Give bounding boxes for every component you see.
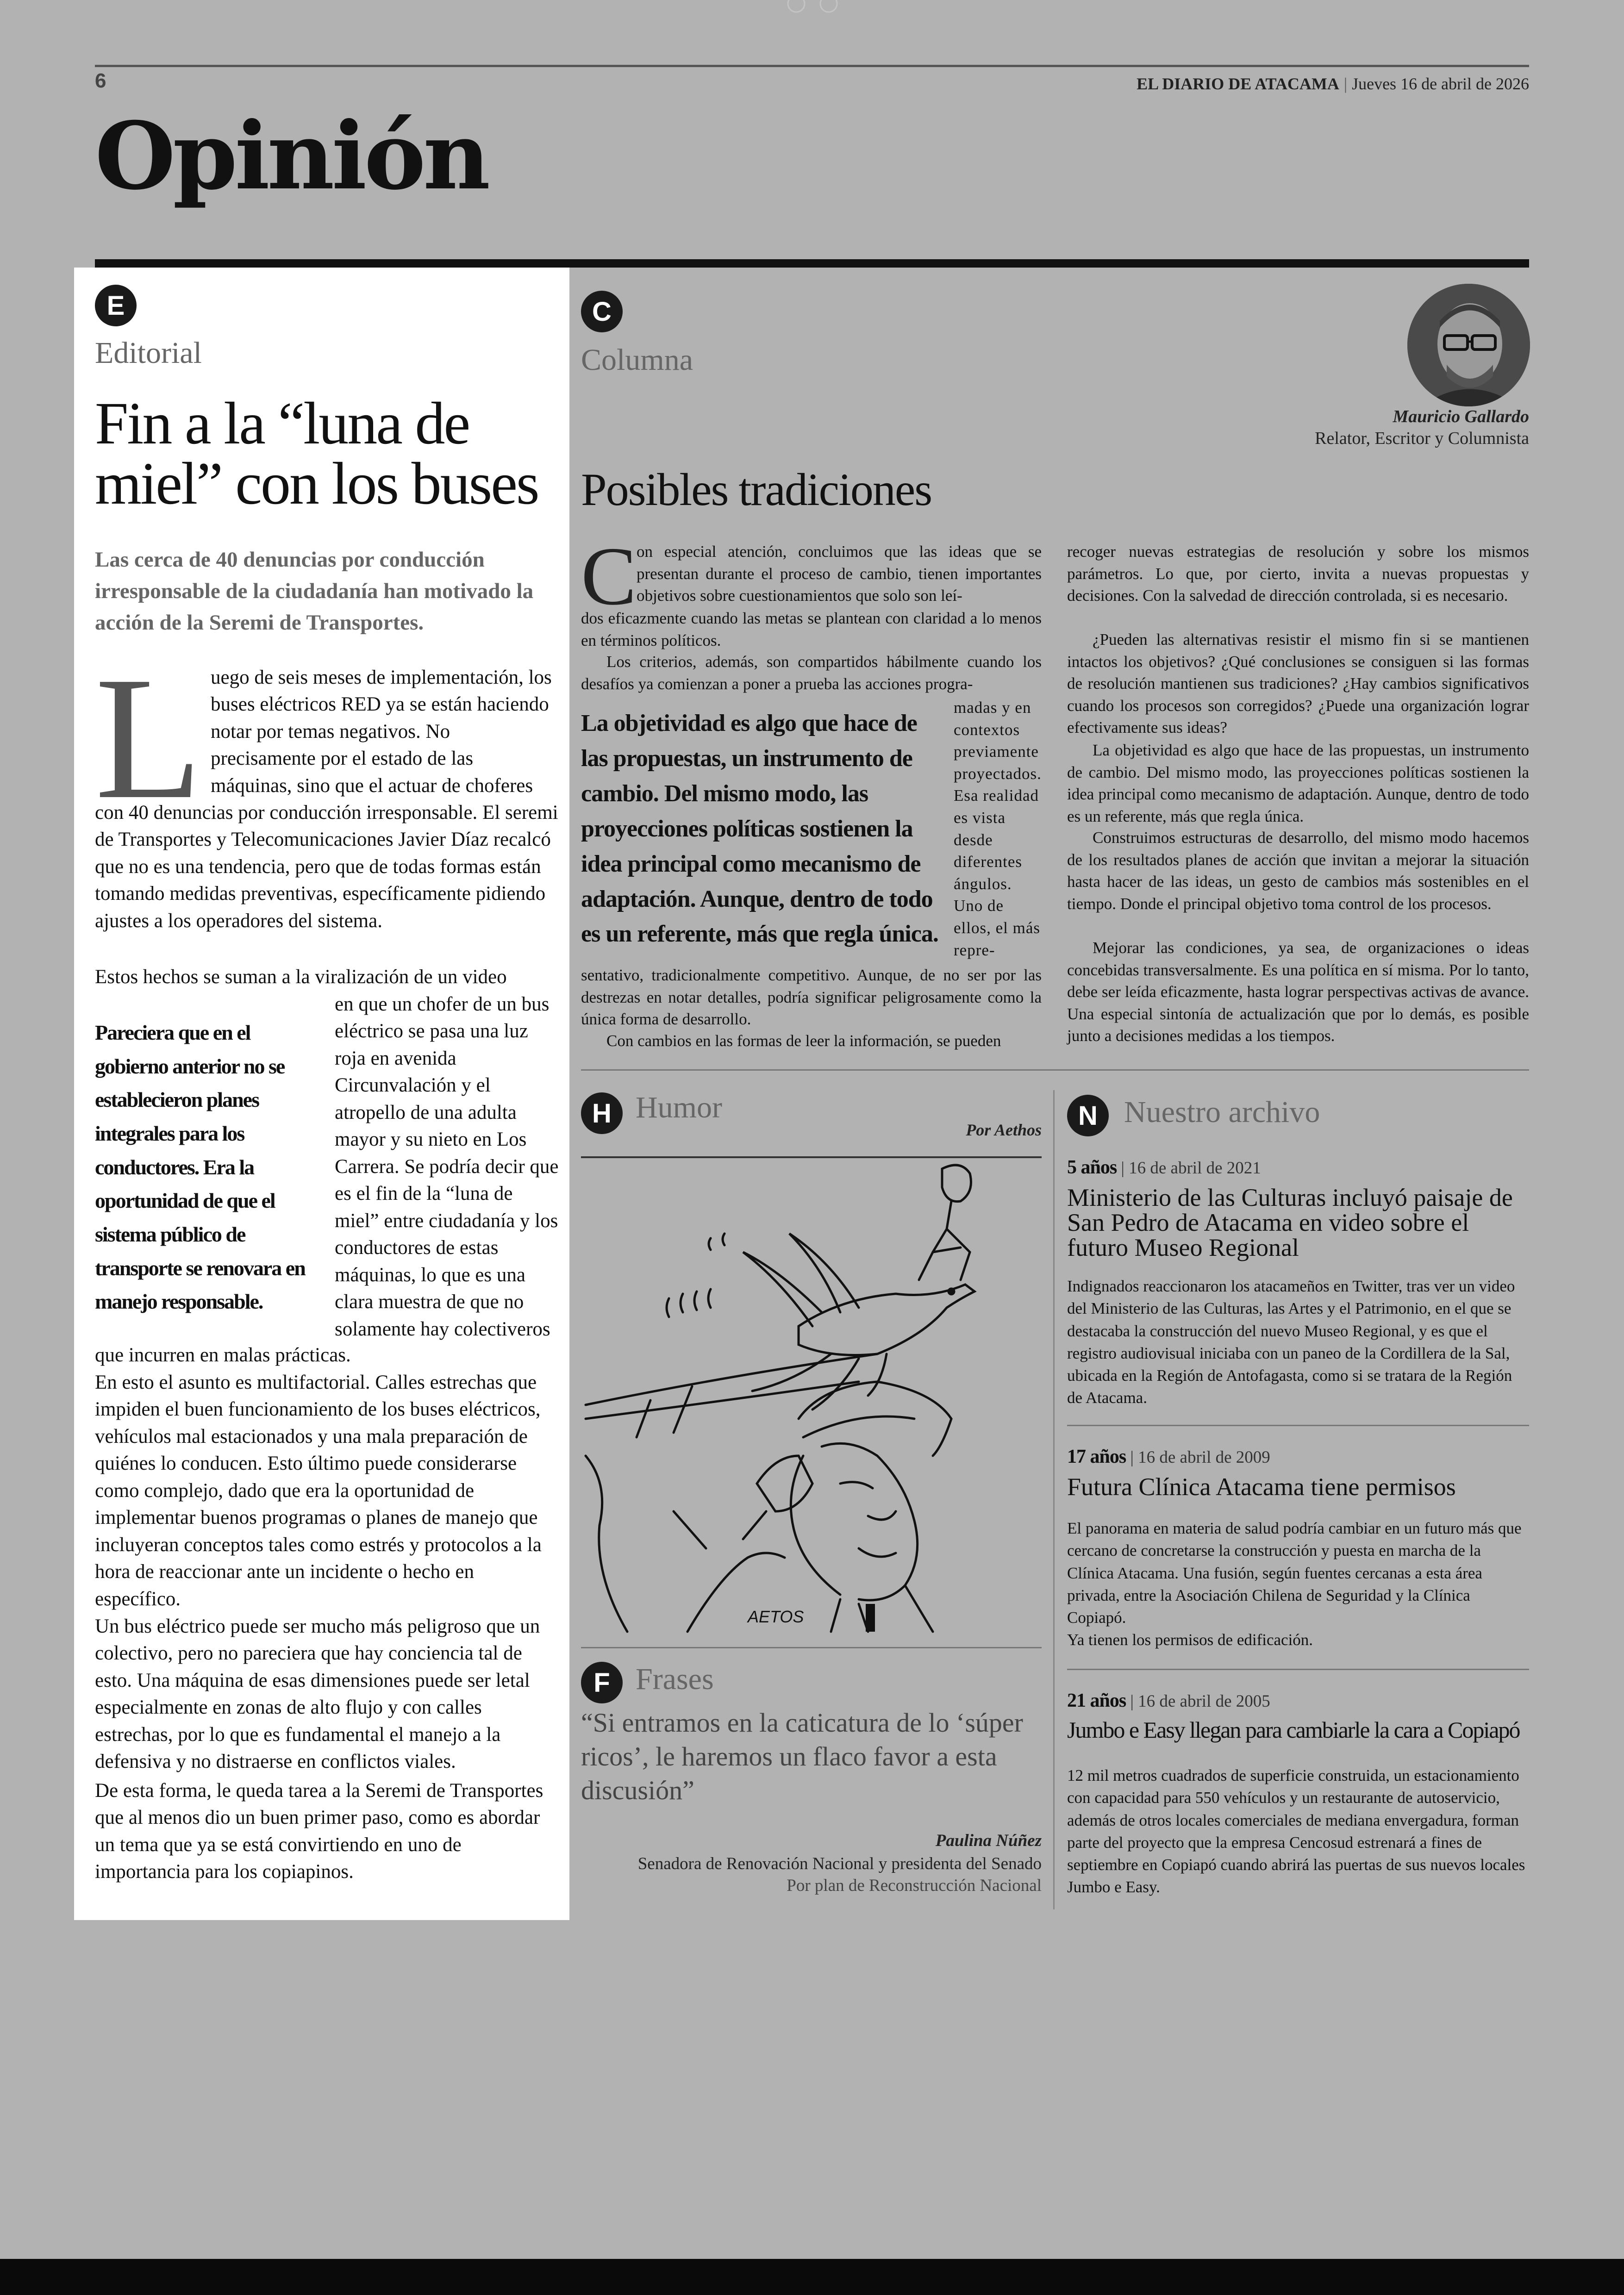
archive-divider (1067, 1669, 1529, 1670)
archive-item-meta: 21 años | 16 de abril de 2005 (1067, 1690, 1270, 1711)
editorial-pull-quote: Pareciera que en el gobierno anterior no se establecieron planes integrales para los conductores. Era la oportunidad de que el sistema público de transporte se renovara en manejo responsable. (95, 1021, 305, 1314)
column-paragraph: ¿Pueden las alternativas resistir el mismo fin si se mantienen intactos los objetivos? ¿Qué conclusiones se consiguen si las formas de resolución mantienen sus tradiciones? ¿Hay cambios significativos cuando los procesos son corregidos? ¿Puede una organización lograr efectivamente sus ideas? (1067, 630, 1529, 737)
editorial-paragraph: Estos hechos se suman a la viralización de un video (95, 966, 507, 988)
frases-badge: F (581, 1662, 623, 1703)
archive-item-meta: 17 años | 16 de abril de 2009 (1067, 1446, 1270, 1467)
editorial-paragraph: Un bus eléctrico puede ser mucho más peligroso que un colectivo, pero no pareciera que hay conciencia tal de esto. Una máquina de esas dimensiones puede ser letal especialmente en zonas de alto flujo y con calles estrechas, por lo que es fundamental el manejo a la defensiva y no distraerse en conflictos viales. (95, 1615, 540, 1773)
editorial-paragraph: con 40 denuncias por conducción irresponsable. El seremi de Transportes y Telecomunicaciones Javier Díaz recalcó que no es una tendencia, pero que de todas formas están tomando medidas preventivas, específicamente pidiendo ajustes a los operadores del sistema. (95, 802, 558, 932)
cartoon-signature: AETOS (748, 1607, 804, 1626)
editorial-drop-cap: L (95, 641, 203, 836)
vertical-divider (1053, 1090, 1055, 1909)
humor-badge: H (581, 1092, 623, 1134)
column-paragraph: Con cambios en las formas de leer la información, se pueden (606, 1032, 1001, 1050)
archive-body (1067, 1517, 1529, 1652)
frases-quote: “Si entramos en la caticatura de lo ‘súper ricos’, le haremos un flaco favor a esta discusión” (581, 1708, 1023, 1806)
archive-badge: N (1067, 1095, 1109, 1136)
column-headline: Posibles tradiciones (581, 464, 932, 515)
frases-author-role: Senadora de Renovación Nacional y presidenta del Senado (637, 1854, 1042, 1873)
column-drop-cap: C (581, 530, 637, 622)
archive-body: 12 mil metros cuadrados de superficie construida, un estacionamiento con capacidad para 550 vehículos y un restaurante de autoservicio, además de otros locales comerciales de mediana envergadura, forman parte del proyecto que la empresa Cencosud estrenará a fines de septiembre en Copiapó cuando abrirá las puertas de sus nuevos locales Jumbo e Easy. (1067, 1766, 1525, 1896)
humor-kicker: Humor (636, 1091, 722, 1124)
column-kicker: Columna (581, 343, 693, 377)
archive-divider (1067, 1425, 1529, 1426)
archive-body: Indignados reaccionaron los atacameños en Twitter, tras ver un video del Ministerio de las Culturas, las Artes y el Patrimonio, en el que se destacaba la construcción del nuevo Museo Regional, y es que el registro audiovisual iniciaba con un paneo de la Cordillera de la Sal, ubicada en la Región de Antofagasta, como si se tratara de la Región de Atacama. (1067, 1277, 1515, 1407)
editorial-paragraph: En esto el asunto es multifactorial. Calles estrechas que impiden el buen funcionamiento de los buses eléctricos, vehículos mal estacionados y una mala preparación de quiénes lo conducen. Esto último puede considerarse como complejo, dado que era la oportunidad de implementar buenos programas o planes de manejo que incluyeran conceptos tales como estrés y protocolos a la hora de reaccionar ante un incidente o hecho en específico. (95, 1372, 542, 1610)
editorial-paragraph: que incurren en malas prácticas. (95, 1344, 351, 1366)
editorial-badge: E (95, 285, 137, 326)
column-paragraph: recoger nuevas estrategias de resolución y sobre los mismos parámetros. Lo que, por cierto, invita a nuevas propuestas y decisiones. Con la salvedad de dirección controlada, si es necesario. (1067, 543, 1529, 605)
editorial-headline: Fin a la “luna de miel” con los buses (95, 390, 538, 517)
column-paragraph: Los criterios, además, son compartidos hábilmente cuando los desafíos ya comienzan a poner a prueba las acciones progra- (581, 653, 1042, 693)
page-number: 6 (95, 69, 106, 92)
editorial-kicker: Editorial (95, 336, 202, 370)
archive-years: 17 años (1067, 1446, 1126, 1467)
humor-cartoon (581, 1160, 1042, 1634)
author-name: Mauricio Gallardo (1393, 407, 1529, 426)
archive-date: 16 de abril de 2005 (1138, 1692, 1270, 1711)
author-role: Relator, Escritor y Columnista (1315, 429, 1529, 448)
archive-date: 16 de abril de 2021 (1129, 1159, 1261, 1178)
archive-body-text: Ya tienen los permisos de edificación. (1067, 1631, 1313, 1649)
page-nav-arrows (782, 0, 843, 14)
column-divider (581, 1069, 1529, 1071)
section-title: Opinión (95, 102, 488, 211)
humor-rule (581, 1156, 1042, 1158)
archive-body-text: El panorama en materia de salud podría cambiar en un futuro más que cercano de concretarse la construcción y puesta en marcha de la Clínica Atacama. Una fusión, según fuentes cercanas a esta área privada, entre la Asociación Chilena de Seguridad y la Clínica Copiapó. (1067, 1519, 1522, 1627)
archive-date: 16 de abril de 2009 (1138, 1448, 1270, 1467)
frases-context: Por plan de Reconstrucción Nacional (787, 1876, 1042, 1895)
publication-line (1137, 74, 1529, 94)
column-paragraph: madas y en contextos previamente proyectados. Esa realidad es vista desde diferentes ángulos. Uno de ellos, el más repre- (954, 698, 1042, 959)
editorial-paragraph: en que un chofer de un bus eléctrico se pasa una luz roja en avenida Circunvalación y el atropello de una adulta mayor y su nieto en Los Carrera. Se podría decir que es el fin de la “luna de miel” entre ciudadanía y los conductores de estas máquinas, lo que es una clara muestra de que no solamente hay colectiveros (335, 993, 559, 1340)
column-paragraph: on especial atención, concluimos que las ideas que se presentan durante el proceso de cambio, tienen importantes objetivos sobre cuestionamientos que solo son leí- (637, 543, 1042, 605)
publication-date: Jueves 16 de abril de 2026 (1352, 75, 1529, 93)
column-paragraph: Construimos estructuras de desarrollo, del mismo modo hacemos de los resultados planes de acción que invitan a mejorar la situación hasta hacer de las ideas, un gesto de cambios más sostenibles en el tiempo. Donde el principal objetivo toma control de los procesos. (1067, 829, 1529, 913)
archive-years: 5 años (1067, 1157, 1117, 1178)
section-rule (95, 259, 1529, 268)
frases-kicker: Frases (636, 1662, 714, 1696)
archive-headline: Ministerio de las Culturas incluyó paisaje de San Pedro de Atacama en video sobre el futuro Museo Regional (1067, 1184, 1513, 1261)
top-rule (95, 65, 1529, 67)
publication-name: EL DIARIO DE ATACAMA (1137, 75, 1339, 93)
humor-credit: Por Aethos (966, 1121, 1042, 1139)
column-paragraph: sentativo, tradicionalmente competitivo. Aunque, de no ser por las destrezas en notar detalles, podría significar peligrosamente como la única forma de desarrollo. (581, 966, 1042, 1029)
archive-years: 21 años (1067, 1690, 1126, 1711)
author-photo (1407, 284, 1530, 406)
column-pull-quote: La objetividad es algo que hace de las propuestas, un instrumento de cambio. Del mismo modo, las proyecciones políticas sostienen la idea principal como mecanismo de adaptación. Aunque, dentro de todo es un referente, más que regla única. (581, 710, 938, 948)
column-paragraph: La objetividad es algo que hace de las propuestas, un instrumento de cambio. Del mismo modo, las proyecciones políticas sostienen la idea principal como mecanismo de adaptación. Aunque, dentro de todo es un referente, más que regla única. (1067, 741, 1529, 825)
editorial-paragraph: uego de seis meses de implementación, los buses eléctricos RED ya se están haciendo notar por temas negativos. No precisamente por el estado de las máquinas, sino que el actuar de choferes (211, 667, 552, 797)
column-paragraph: dos eficazmente cuando las metas se plantean con claridad a lo menos en términos políticos. (581, 609, 1042, 649)
humor-bottom-rule (581, 1647, 1042, 1648)
archive-kicker: Nuestro archivo (1124, 1095, 1320, 1129)
editorial-paragraph: De esta forma, le queda tarea a la Seremi de Transportes que al menos dio un buen primer paso, como es abordar un tema que ya se está convirtiendo en uno de importancia para los copiapinos. (95, 1780, 543, 1883)
frases-author: Paulina Núñez (935, 1831, 1042, 1850)
editorial-subhead: Las cerca de 40 denuncias por conducción irresponsable de la ciudadanía han motivado la acción de la Seremi de Transportes. (95, 548, 534, 635)
column-paragraph: Mejorar las condiciones, ya sea, de organizaciones o ideas concebidas transversalmente. Es una política en sí misma. Por lo tanto, debe ser leída eficazmente, hasta lograr perspectivas activas de avance. Una especial sintonía de actualización que por lo demás, es posible junto a decisiones medidas a los tiempos. (1067, 939, 1529, 1045)
archive-headline: Futura Clínica Atacama tiene permisos (1067, 1473, 1456, 1501)
archive-item-meta: 5 años | 16 de abril de 2021 (1067, 1157, 1261, 1178)
column-badge: C (581, 291, 623, 332)
archive-headline: Jumbo e Easy llegan para cambiarle la cara a Copiapó (1067, 1717, 1520, 1743)
bottom-bar (0, 2259, 1624, 2295)
publication-separator: | (1343, 75, 1348, 93)
